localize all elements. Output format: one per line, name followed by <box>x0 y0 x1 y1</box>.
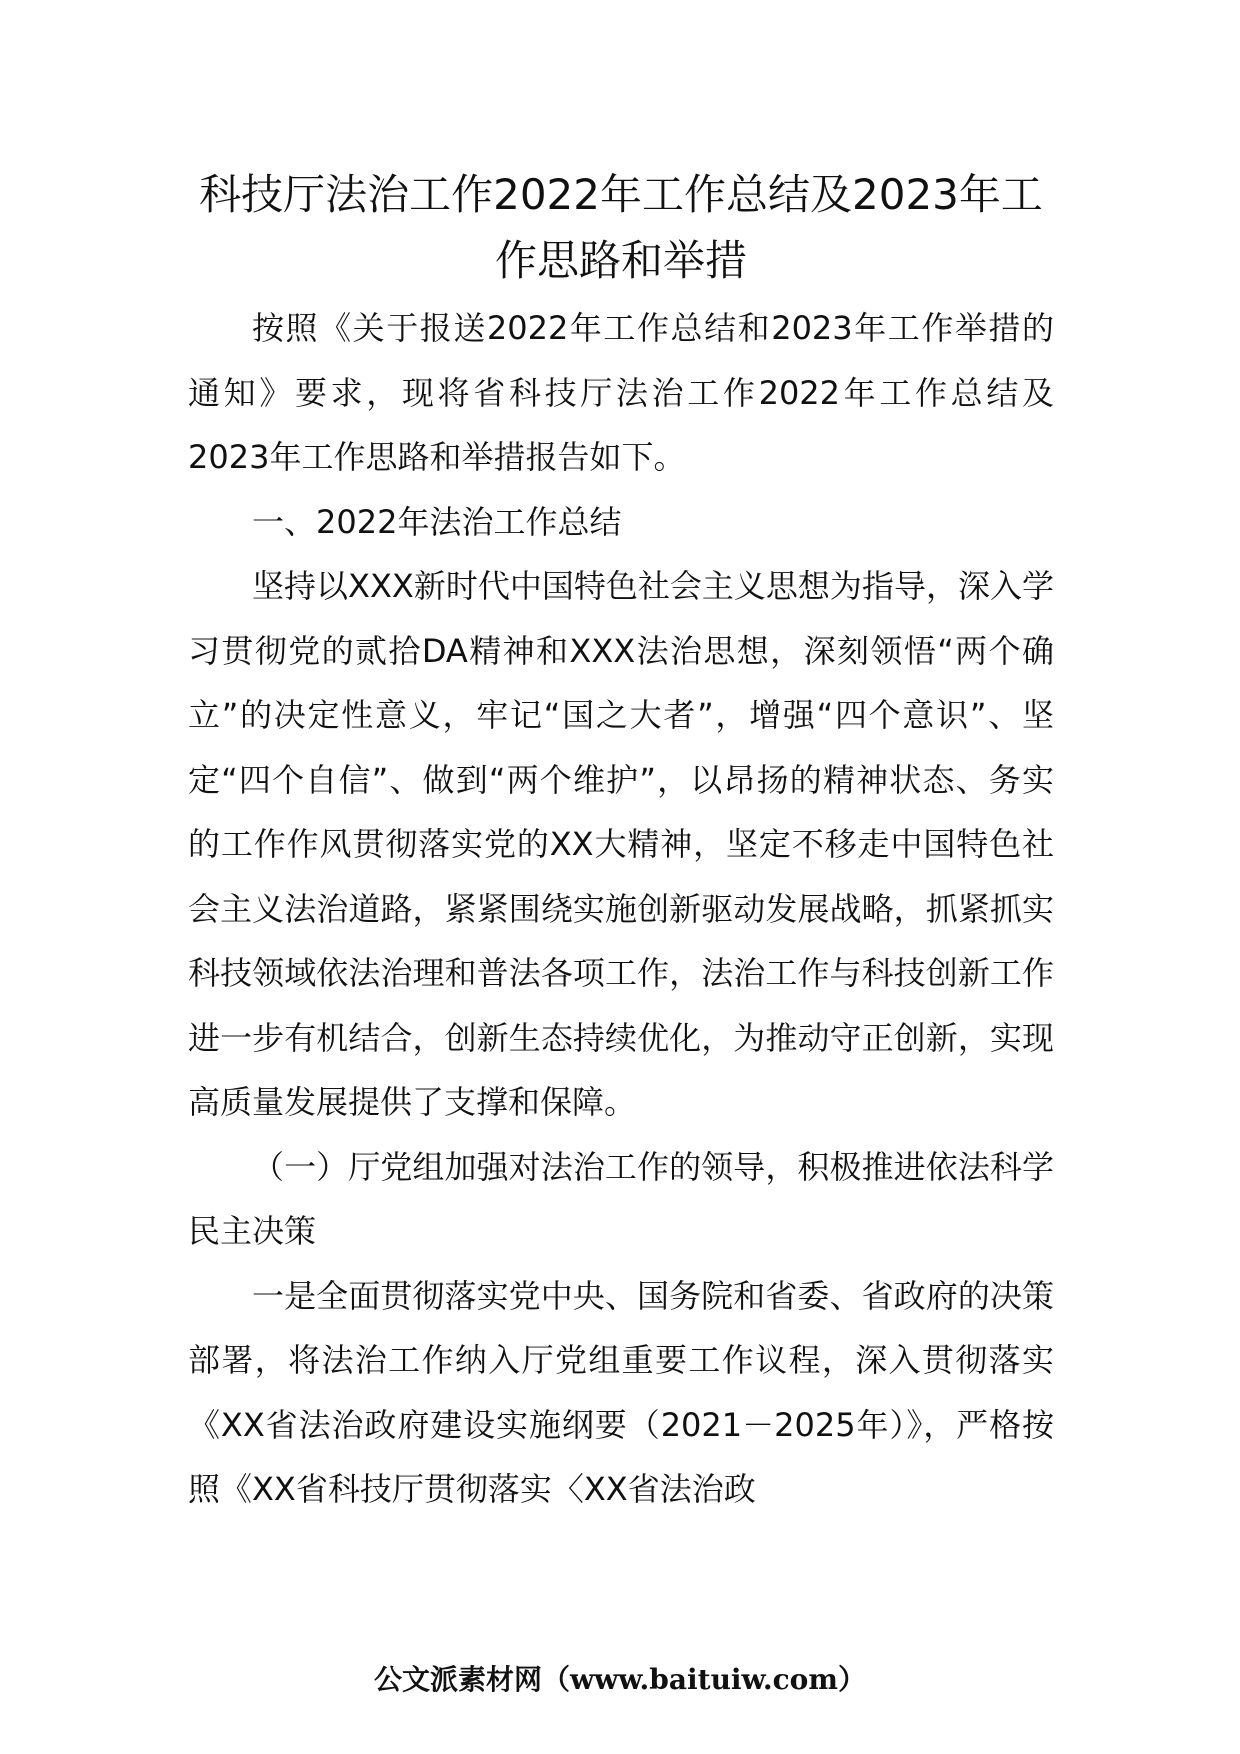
document-body <box>188 296 1054 1522</box>
paragraph-summary: 坚持以XXX新时代中国特色社会主义思想为指导，深入学习贯彻党的贰拾DA精神和XXX法治思想，深刻领悟“两个确立”的决定性意义，牢记“国之大者”，增强“四个意识”、坚定“四个自信”、做到“两个维护”，以昂扬的精神状态、务实的工作作风贯彻落实党的XX大精神，坚定不移走中国特色社会主义法治道路，紧紧围绕实施创新驱动发展战略，抓紧抓实科技领域依法治理和普法各项工作，法治工作与科技创新工作进一步有机结合，创新生态持续优化，为推动守正创新，实现高质量发展提供了支撑和保障。 <box>188 567 1054 1121</box>
section-heading-1: 一、2022年法治工作总结 <box>252 502 622 541</box>
footer-watermark: 公文派素材网（www.baituiw.com） <box>374 1663 866 1696</box>
paragraph-intro: 按照《关于报送2022年工作总结和2023年工作举措的通知》要求，现将省科技厅法治工作2022年工作总结及2023年工作思路和举措报告如下。 <box>188 309 1054 476</box>
document-title: 科技厅法治工作2022年工作总结及2023年工作思路和举措 <box>199 170 1043 285</box>
paragraph-point-1: 一是全面贯彻落实党中央、国务院和省委、省政府的决策部署，将法治工作纳入厅党组重要工作议程，深入贯彻落实《XX省法治政府建设实施纲要（2021－2025年）》，严格按照《XX省科技厅贯彻落实〈XX省法治政 <box>188 1276 1054 1508</box>
document-page <box>188 0 1054 1754</box>
subsection-heading-1: （一）厅党组加强对法治工作的领导，积极推进依法科学民主决策 <box>188 1147 1054 1250</box>
